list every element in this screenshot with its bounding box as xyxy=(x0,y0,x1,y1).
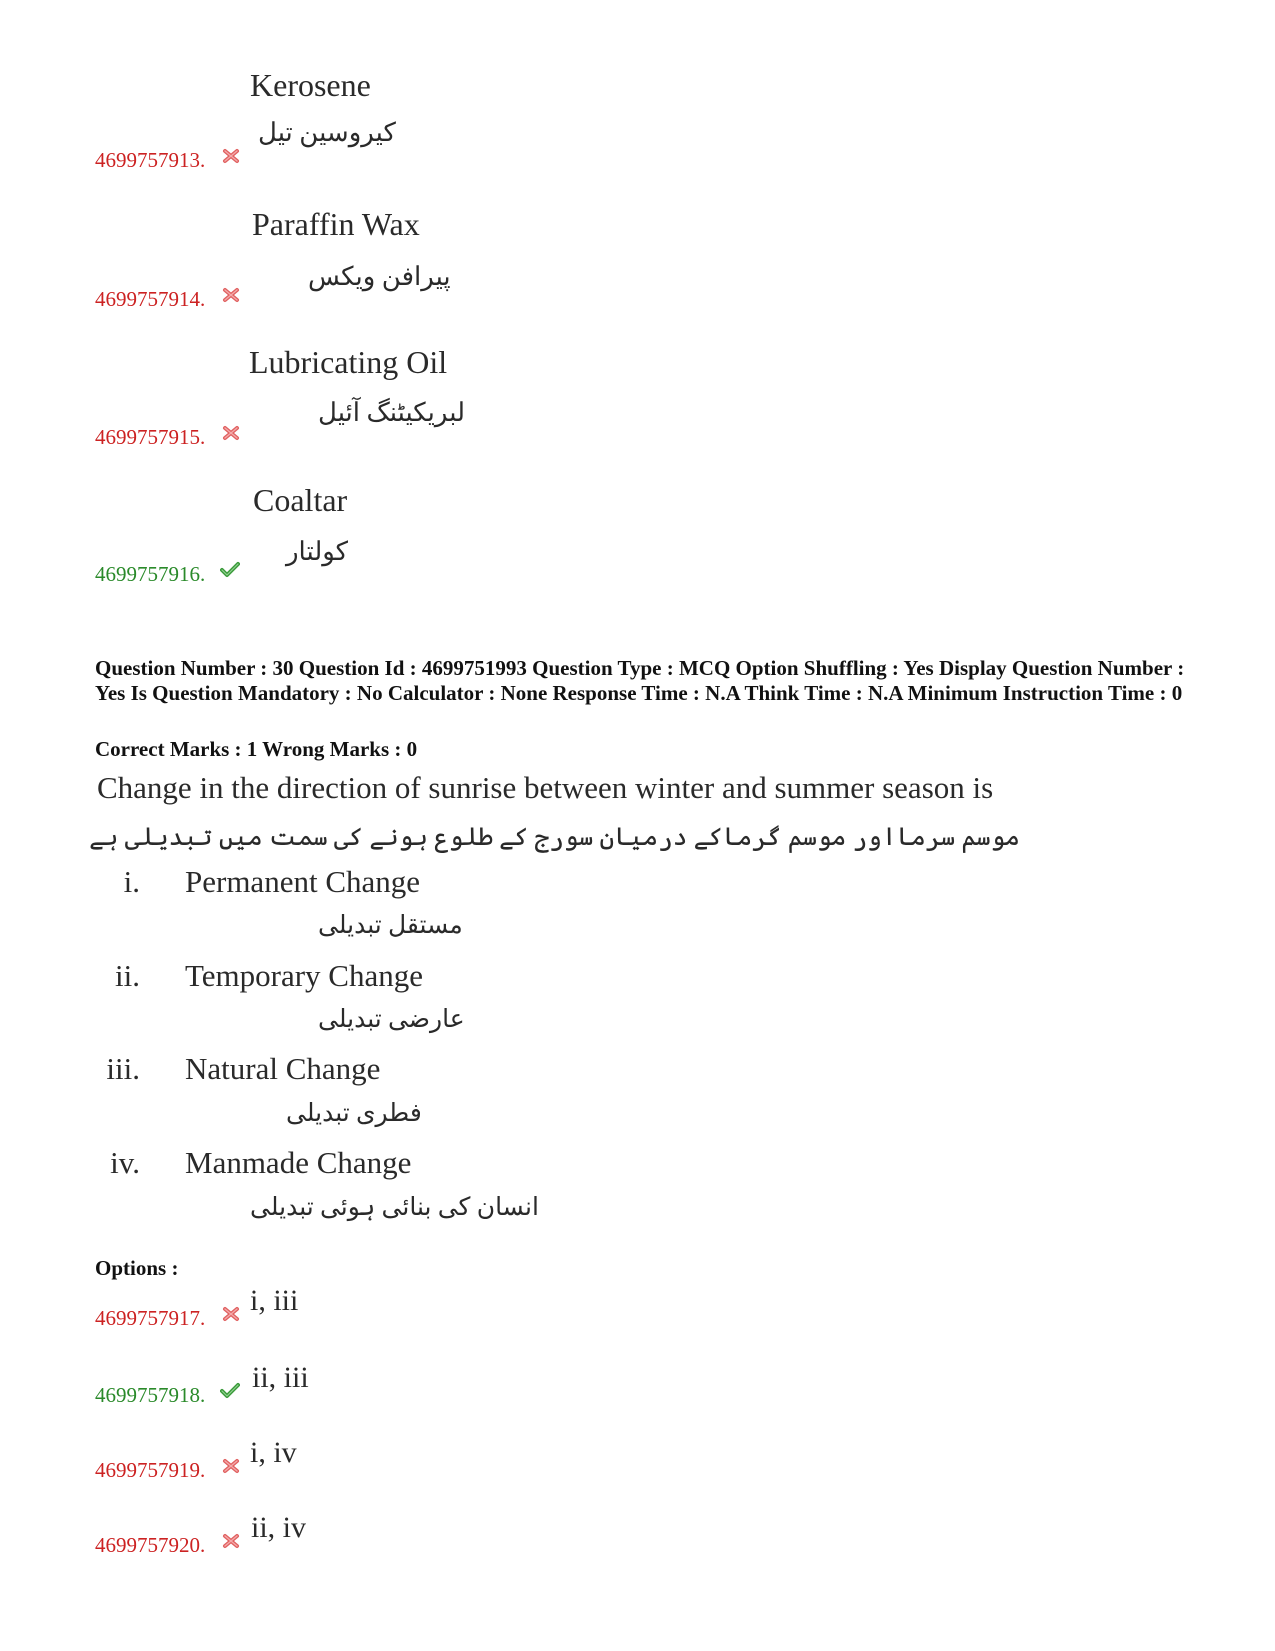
wrong-mark-icon xyxy=(222,286,240,304)
statement-english: Permanent Change xyxy=(185,864,421,899)
statement-english: Temporary Change xyxy=(185,958,423,993)
correct-mark-icon xyxy=(220,1382,240,1400)
options-label: Options : xyxy=(95,1256,179,1280)
option-english-text: Lubricating Oil xyxy=(249,344,448,380)
statement-number: i. xyxy=(123,864,140,899)
wrong-mark-icon xyxy=(222,1532,240,1550)
option-urdu-text: کیروسین تیل xyxy=(258,118,396,147)
option-text: ii, iii xyxy=(252,1361,309,1394)
wrong-mark-icon xyxy=(222,147,240,165)
option-id: 4699757920. xyxy=(95,1533,206,1557)
question-metadata: Question Number : 30 Question Id : 4699751993 Question Type : MCQ Option Shuffling : Yes Display Question Number : Yes Is Question Mandatory : No Calculator : None Response Time : N.A Think Time : N.A Minimum Instruction Time : 0 xyxy=(95,656,1185,705)
correct-mark-icon xyxy=(220,561,240,579)
option-text: i, iv xyxy=(250,1436,297,1469)
statement-number: iii. xyxy=(106,1051,140,1086)
option-id: 4699757914. xyxy=(95,287,206,311)
statement-urdu: انسان کی بنائی ہوئی تبدیلی xyxy=(250,1194,539,1221)
question-text-english: Change in the direction of sunrise between winter and summer season is xyxy=(97,770,994,805)
option-urdu-text: پیرافن ویکس xyxy=(308,262,451,291)
option-urdu-text: کولتار xyxy=(286,537,349,566)
option-id: 4699757918. xyxy=(95,1383,206,1407)
option-english-text: Kerosene xyxy=(250,67,371,103)
statement-english: Natural Change xyxy=(185,1051,381,1086)
statement-urdu: فطری تبدیلی xyxy=(286,1100,422,1127)
option-english-text: Paraffin Wax xyxy=(252,206,420,242)
option-id: 4699757919. xyxy=(95,1458,206,1482)
option-text: ii, iv xyxy=(251,1511,307,1544)
option-id: 4699757913. xyxy=(95,148,206,172)
question-text-urdu: موسم سرمااور موسم گرماکے درمیان سورج کے طلوع ہونے کی سمت میں تبدیلی ہے xyxy=(89,824,1020,851)
wrong-mark-icon xyxy=(222,1305,240,1323)
wrong-mark-icon xyxy=(222,1457,240,1475)
option-urdu-text: لبریکیٹنگ آئیل xyxy=(318,398,466,427)
statement-english: Manmade Change xyxy=(185,1145,412,1180)
statement-number: iv. xyxy=(110,1145,140,1180)
option-id: 4699757917. xyxy=(95,1306,206,1330)
statement-urdu: عارضی تبدیلی xyxy=(318,1006,465,1033)
wrong-mark-icon xyxy=(222,424,240,442)
option-id: 4699757915. xyxy=(95,425,206,449)
question-marks: Correct Marks : 1 Wrong Marks : 0 xyxy=(95,737,418,761)
option-id: 4699757916. xyxy=(95,562,206,586)
option-text: i, iii xyxy=(250,1284,299,1317)
option-english-text: Coaltar xyxy=(253,482,348,518)
statement-urdu: مستقل تبدیلی xyxy=(318,912,463,939)
statement-number: ii. xyxy=(115,958,140,993)
